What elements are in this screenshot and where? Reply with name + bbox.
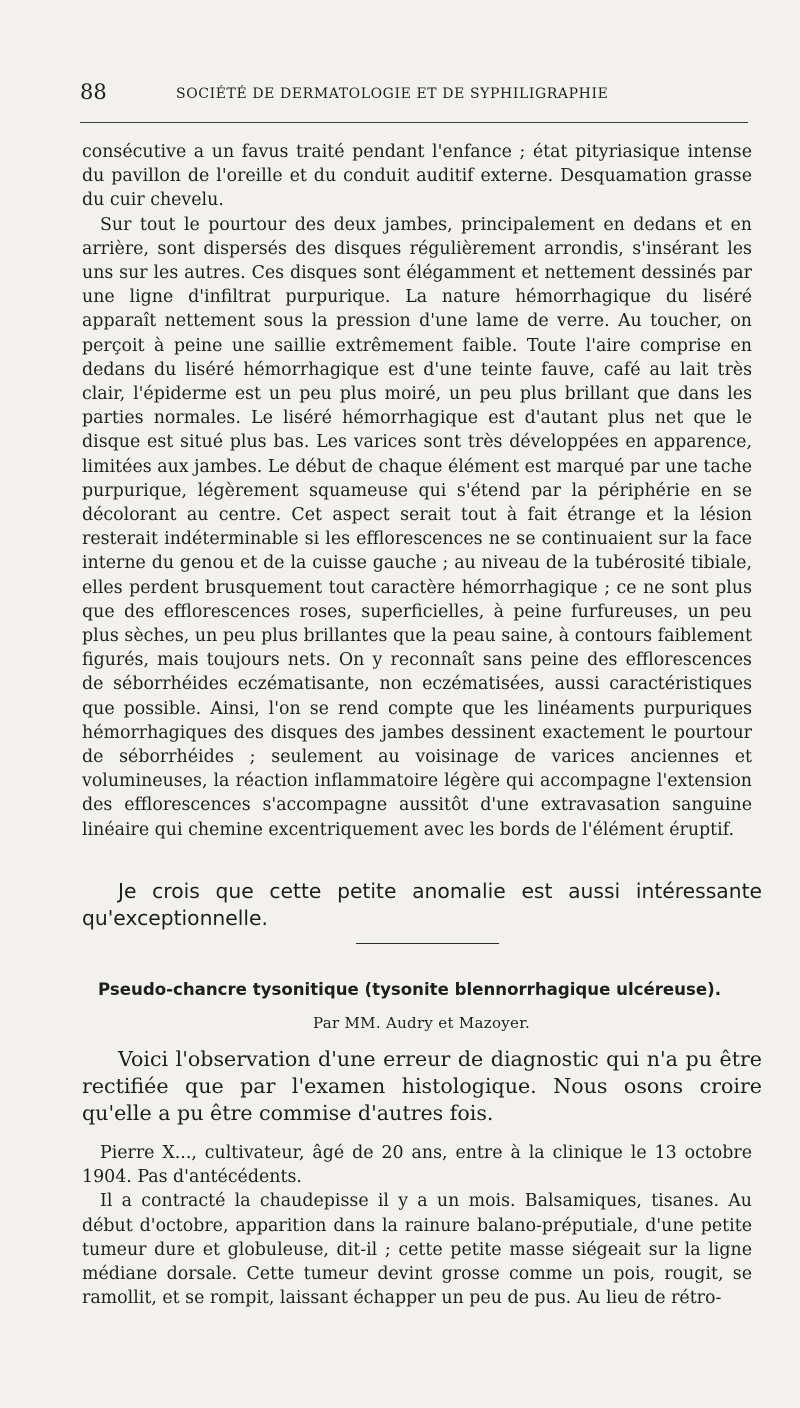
page-number: 88	[80, 80, 107, 104]
section-lead-paragraph: Voici l'observation d'une erreur de diagnostic qui n'a pu être rectifiée que par l'examen histologique. Nous osons croire qu'elle a pu être commise d'autres fois.	[82, 1047, 762, 1125]
case-paragraph-1: consécutive a un favus traité pendant l'enfance ; état pityriasique intense du pavillon de l'oreille et du conduit auditif externe. Desquamation grasse du cuir chevelu.	[82, 142, 752, 211]
section-authors: Par MM. Audry et Mazoyer.	[313, 1014, 531, 1032]
running-title: SOCIÉTÉ DE DERMATOLOGIE ET DE SYPHILIGRAPHIE	[176, 86, 609, 102]
observation-text	[82, 1141, 752, 1310]
page-header	[80, 80, 760, 114]
observation-paragraph-2: Il a contracté la chaudepisse il y a un mois. Balsamiques, tisanes. Au début d'octobre, apparition dans la rainure balano-préputiale, d'une petite tumeur dure et globuleuse, dit-il ; cette petite masse siégeait sur la ligne médiane dorsale. Cette tumeur devint grosse comme un pois, rougit, se ramollit, et se rompit, laissant échapper un peu de pus. Au lieu de rétro-	[82, 1191, 752, 1309]
case-description	[82, 140, 752, 842]
section-title: Pseudo-chancre tysonitique (tysonite blennorrhagique ulcéreuse).	[98, 980, 722, 999]
closing-remark: Je crois que cette petite anomalie est aussi intéressante qu'exceptionnelle.	[82, 879, 762, 930]
case-paragraph-2: Sur tout le pourtour des deux jambes, principalement en dedans et en arrière, sont dispersés des disques régulièrement arrondis, s'insérant les uns sur les autres. Ces disques sont élégamment et nettement dessinés par une ligne d'infiltrat purpurique. La nature hémorrhagique du liséré apparaît nettement sous la pression d'une lame de verre. Au toucher, on perçoit à peine une saillie extrêmement faible. Toute l'aire comprise en dedans du liséré hémorrhagique est d'une teinte fauve, café au lait très clair, l'épiderme est un peu plus moiré, un peu plus brillant que dans les parties normales. Le liséré hémorrhagique est d'autant plus net que le disque est situé plus bas. Les varices sont très développées en apparence, limitées aux jambes. Le début de chaque élément est marqué par une tache purpurique, légèrement squameuse qui s'étend par la périphérie en se décolorant au centre. Cet aspect serait tout à fait étrange et la lésion resterait indéterminable si les efflorescences ne se continuaient sur la face interne du genou et de la cuisse gauche ; au niveau de la tubérosité tibiale, elles perdent brusquement tout caractère hémorrhagique ; ce ne sont plus que des efflorescences roses, superficielles, à peine furfureuses, un peu plus sèches, un peu plus brillantes que la peau saine, à contours faiblement figurés, mais toujours nets. On y reconnaît sans peine des efflorescences de séborrhéides eczématisante, non eczématisées, aussi caractéristiques que possible. Ainsi, l'on se rend compte que les linéaments purpuriques hémorrhagiques des disques des jambes dessinent exactement le pourtour de séborrhéides ; seulement au voisinage de varices anciennes et volumineuses, la réaction inflammatoire légère qui accompagne l'extension des efflorescences s'accompagne aussitôt d'une extravasation sanguine linéaire qui chemine excentriquement avec les bords de l'élément éruptif.	[82, 214, 752, 840]
header-rule	[80, 122, 748, 123]
section-divider	[356, 943, 499, 944]
observation-paragraph-1: Pierre X..., cultivateur, âgé de 20 ans, entre à la clinique le 13 octobre 1904. Pas d'antécédents.	[82, 1143, 752, 1188]
